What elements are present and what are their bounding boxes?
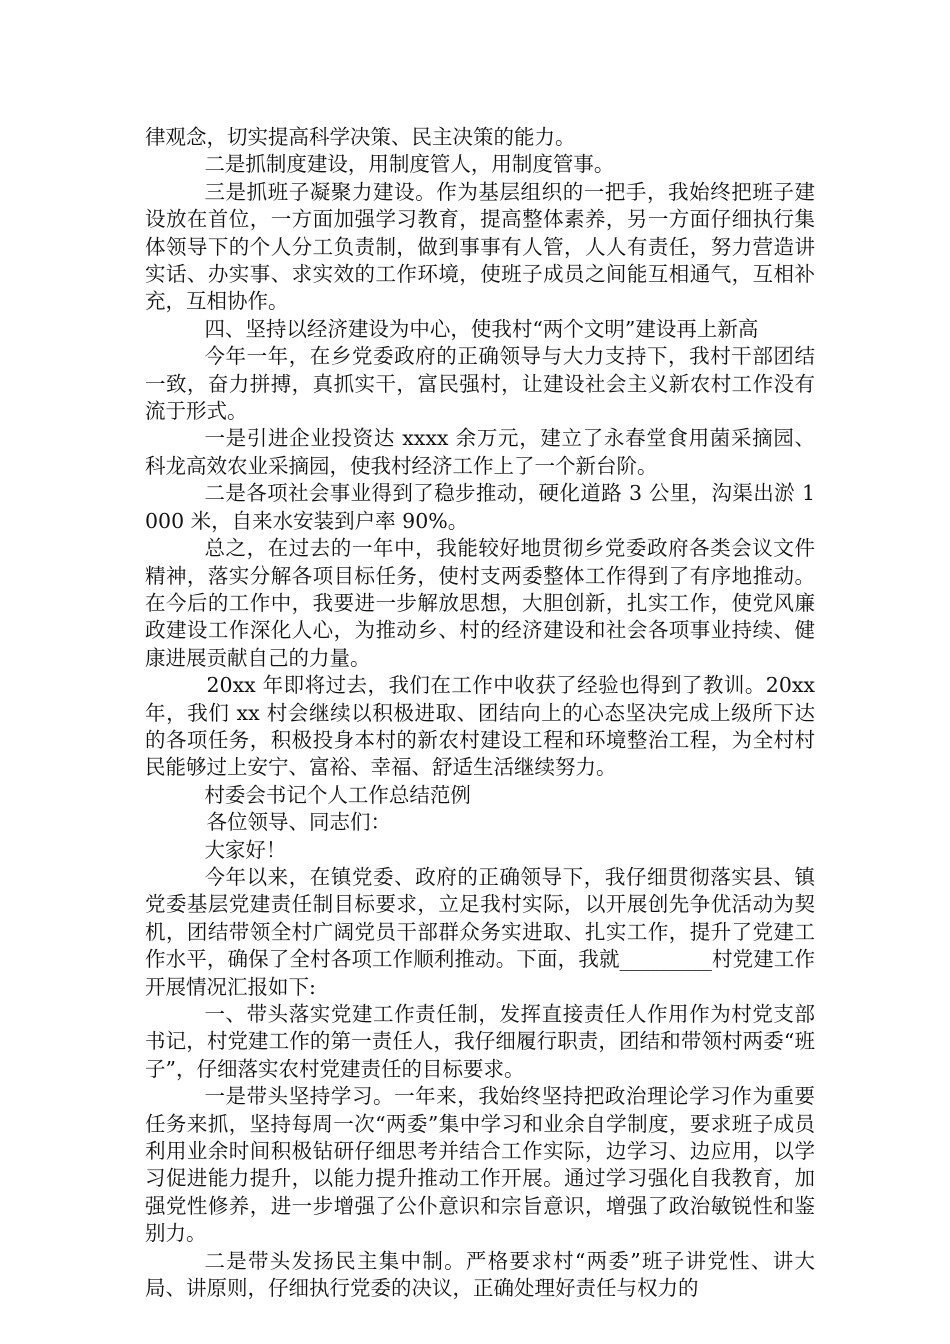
paragraph-13: 今年以来，在镇党委、政府的正确领导下，我仔细贯彻落实县、镇党委基层党建责任制目标要求，立足我村实际，以开展创先争优活动为契机，团结带领全村广阔党员干部群众务实进取、扎实工作，提升了党建工作水平，确保了全村各项工作顺利推动。下面，我就_________村党建工作开展情况汇报如下: [145,864,815,999]
greeting: 大家好！ [204,837,287,862]
paragraph-6: 一是引进企业投资达 xxxx 余万元，建立了永春堂食用菌采摘园、科龙高效农业采摘园，使我村经济工作上了一个新台阶。 [145,426,815,478]
document-subtitle: 村委会书记个人工作总结范例 [204,782,471,807]
document-body [145,124,815,1302]
paragraph-15: 一是带头坚持学习。一年来，我始终坚持把政治理论学习作为重要任务来抓，坚持每周一次“两委”集中学习和业余自学制度，要求班子成员利用业余时间积极钻研仔细思考并结合工作实际，边学习、边应用，以学习促进能力提升，以能力提升推动工作开展。通过学习强化自我教育，加强党性修养，进一步增强了公仆意识和宗旨意识，增强了政治敏锐性和鉴别力。 [145,1084,815,1246]
salutation: 各位领导、同志们： [206,810,391,835]
paragraph-3: 三是抓班子凝聚力建设。作为基层组织的一把手，我始终把班子建设放在首位，一方面加强学习教育，提高整体素养，另一方面仔细执行集体领导下的个人分工负责制，做到事事有人管，人人有责任，努力营造讲实话、办实事、求实效的工作环境，使班子成员之间能互相通气，互相补充，互相协作。 [145,179,815,314]
paragraph-5: 今年一年，在乡党委政府的正确领导与大力支持下，我村干部团结一致，奋力拼搏，真抓实干，富民强村，让建设社会主义新农村工作没有流于形式。 [145,344,815,424]
paragraph-9: 20xx 年即将过去，我们在工作中收获了经验也得到了教训。20xx 年，我们 xx 村会继续以积极进取、团结向上的心态坚决完成上级所下达的各项任务，积极投身本村的新农村建设工程和环境整治工程，为全村村民能够过上安宁、富裕、幸福、舒适生活继续努力。 [145,673,815,780]
paragraph-14: 一、带头落实党建工作责任制，发挥直接责任人作用作为村党支部书记，村党建工作的第一责任人，我仔细履行职责，团结和带领村两委“班子”，仔细落实农村党建责任的目标要求。 [145,1002,815,1081]
paragraph-7: 二是各项社会事业得到了稳步推动，硬化道路 3 公里，沟渠出淤 1000 米，自来水安装到户率 90%。 [145,481,815,533]
paragraph-2: 二是抓制度建设，用制度管人，用制度管事。 [204,152,615,177]
paragraph-8: 总之，在过去的一年中，我能较好地贯彻乡党委政府各类会议文件精神，落实分解各项目标任务，使村支两委整体工作得到了有序地推动。在今后的工作中，我要进一步解放思想，大胆创新，扎实工作，使党风廉政建设工作深化人心，为推动乡、村的经济建设和社会各项事业持续、健康进展贡献自己的力量。 [145,536,815,670]
paragraph-1: 律观念，切实提高科学决策、民主决策的能力。 [145,125,576,149]
paragraph-16: 二是带头发扬民主集中制。严格要求村“两委”班子讲党性、讲大局、讲原则，仔细执行党委的决议，正确处理好责任与权力的 [145,1248,815,1301]
section-heading-4: 四、坚持以经济建设为中心，使我村“两个文明”建设再上新高 [204,316,759,341]
